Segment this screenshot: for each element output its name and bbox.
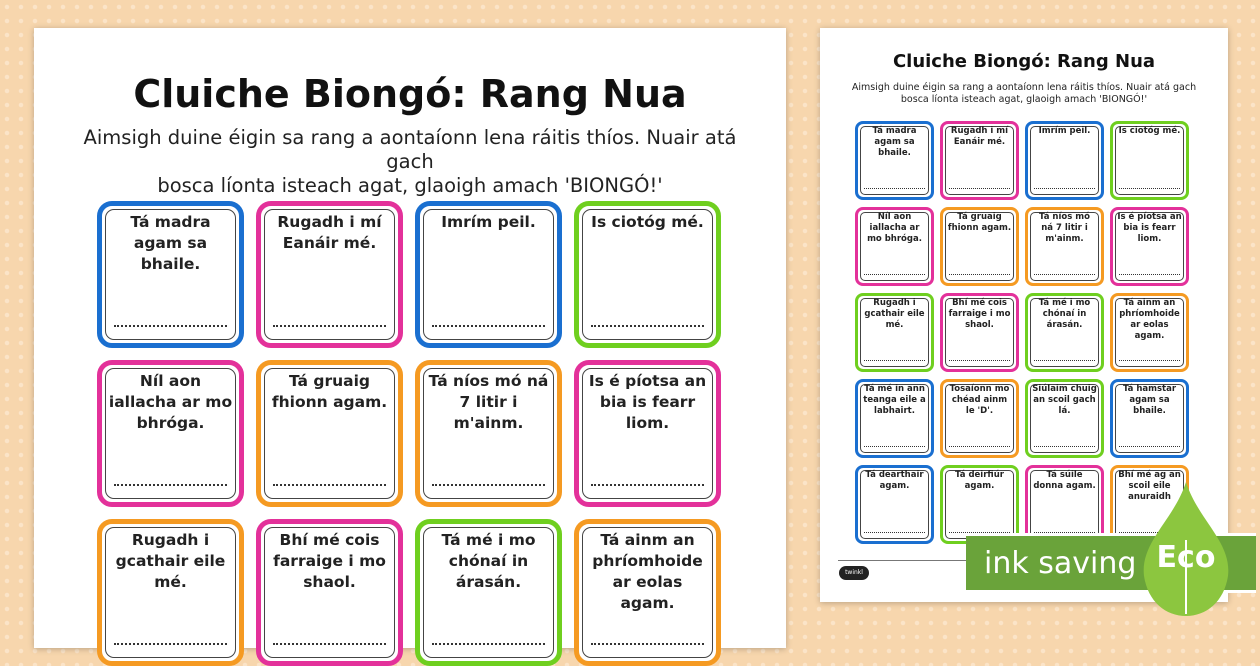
bingo-card-statement: Rugadh i gcathair eile mé. — [864, 298, 925, 330]
bingo-card — [940, 207, 1019, 286]
bingo-card — [855, 207, 934, 286]
name-write-line[interactable] — [114, 484, 227, 486]
name-write-line[interactable] — [949, 360, 1010, 361]
name-write-line[interactable] — [114, 643, 227, 645]
bingo-card — [1110, 293, 1189, 372]
bingo-card — [415, 519, 562, 666]
bingo-card — [574, 519, 721, 666]
bingo-card — [97, 201, 244, 348]
name-write-line[interactable] — [949, 188, 1010, 189]
name-write-line[interactable] — [1034, 446, 1095, 447]
bingo-card-statement: Níl aon iallacha ar mo bhróga. — [867, 212, 922, 244]
preview-title: Cluiche Biongó: Rang Nua — [892, 51, 1156, 72]
worksheet-instructions: Aimsigh duine éigin sa rang a aontaíonn lena ráitis thíos. Nuair atá gach bosca líonta isteach agat, glaoigh amach 'BIONGÓ!' — [83, 126, 737, 197]
bingo-card-statement: Is é píotsa an bia is fearr liom. — [588, 372, 707, 432]
bingo-card-statement: Rugadh i mí Eanáir mé. — [277, 213, 382, 252]
bingo-card — [1110, 379, 1189, 458]
bingo-card-statement: Tá mé i mo chónaí in árasán. — [441, 531, 536, 591]
name-write-line[interactable] — [273, 643, 386, 645]
bingo-card-statement: Is ciotóg mé. — [591, 213, 704, 231]
bingo-card-statement: Tá ainm an phríomhoide ar eolas agam. — [592, 531, 703, 612]
name-write-line[interactable] — [1119, 274, 1180, 275]
bingo-card-statement: Is ciotóg mé. — [1118, 126, 1181, 136]
bingo-card — [1025, 207, 1104, 286]
bingo-card-statement: Tosaíonn mo chéad ainm le 'D'. — [949, 384, 1010, 416]
bingo-card — [256, 360, 403, 507]
bingo-card-statement: Tá gruaig fhionn agam. — [271, 372, 388, 411]
bingo-card — [1025, 121, 1104, 200]
bingo-card-statement: Is é píotsa an bia is fearr liom. — [1117, 212, 1182, 244]
bingo-card-statement: Rugadh i gcathair eile mé. — [115, 531, 226, 591]
bingo-card — [940, 121, 1019, 200]
bingo-card-statement: Imrím peil. — [1038, 126, 1091, 136]
bingo-card-statement: Bhí mé cois farraige i mo shaol. — [273, 531, 386, 591]
bingo-card — [97, 519, 244, 666]
bingo-card — [855, 121, 934, 200]
bingo-card-statement: Tá níos mó ná 7 litir i m'ainm. — [1039, 212, 1090, 244]
bingo-card-statement: Tá madra agam sa bhaile. — [872, 126, 917, 158]
bingo-card — [940, 293, 1019, 372]
bingo-card-statement: Siúlaim chuig an scoil gach lá. — [1032, 384, 1097, 416]
bingo-card-statement: Tá mé i mo chónaí in árasán. — [1038, 298, 1091, 330]
name-write-line[interactable] — [432, 325, 545, 327]
bingo-card — [855, 465, 934, 544]
bingo-card-statement: Imrím peil. — [441, 213, 536, 231]
name-write-line[interactable] — [591, 643, 704, 645]
bingo-card-statement: Bhí mé ag an scoil eile anuraidh — [1118, 470, 1181, 502]
ink-saving-label: ink saving — [984, 546, 1137, 581]
name-write-line[interactable] — [114, 325, 227, 327]
preview-instructions: Aimsigh duine éigin sa rang a aontaíonn lena ráitis thíos. Nuair atá gach bosca líonta isteach agat, glaoigh amach 'BIONGÓ!' — [851, 82, 1197, 105]
bingo-card — [1110, 207, 1189, 286]
name-write-line[interactable] — [432, 643, 545, 645]
name-write-line[interactable] — [864, 446, 925, 447]
name-write-line[interactable] — [864, 532, 925, 533]
name-write-line[interactable] — [949, 274, 1010, 275]
name-write-line[interactable] — [1119, 188, 1180, 189]
name-write-line[interactable] — [1119, 446, 1180, 447]
bingo-card-statement: Tá dearthair agam. — [865, 470, 924, 491]
bingo-card — [1025, 293, 1104, 372]
bingo-card — [256, 201, 403, 348]
bingo-card — [1110, 121, 1189, 200]
bingo-card-statement: Tá mé in ann teanga eile a labhairt. — [863, 384, 926, 416]
name-write-line[interactable] — [1034, 188, 1095, 189]
bingo-card — [574, 201, 721, 348]
bingo-card — [574, 360, 721, 507]
bingo-card-statement: Tá ainm an phríomhoide ar eolas agam. — [1119, 298, 1180, 341]
twinkl-logo-icon: twinkl — [839, 566, 869, 580]
bingo-card — [256, 519, 403, 666]
bingo-card-statement: Tá gruaig fhionn agam. — [947, 212, 1012, 233]
bingo-card — [97, 360, 244, 507]
name-write-line[interactable] — [591, 484, 704, 486]
name-write-line[interactable] — [864, 360, 925, 361]
bingo-card — [415, 360, 562, 507]
bingo-card — [855, 379, 934, 458]
bingo-card — [940, 379, 1019, 458]
name-write-line[interactable] — [432, 484, 545, 486]
bingo-card-statement: Tá madra agam sa bhaile. — [130, 213, 211, 273]
bingo-card-statement: Níl aon iallacha ar mo bhróga. — [108, 372, 233, 432]
name-write-line[interactable] — [864, 274, 925, 275]
name-write-line[interactable] — [864, 188, 925, 189]
eco-label: Eco — [1156, 540, 1216, 575]
name-write-line[interactable] — [273, 484, 386, 486]
name-write-line[interactable] — [273, 325, 386, 327]
bingo-card — [1025, 379, 1104, 458]
name-write-line[interactable] — [949, 446, 1010, 447]
bingo-card-statement: Rugadh i mí Eanáir mé. — [950, 126, 1009, 147]
bingo-card-statement: Bhí mé cois farraige i mo shaol. — [948, 298, 1011, 330]
bingo-card-statement: Tá hamstar agam sa bhaile. — [1122, 384, 1177, 416]
worksheet-large — [34, 28, 786, 648]
bingo-card-statement: Tá súile donna agam. — [1033, 470, 1096, 491]
bingo-card — [415, 201, 562, 348]
bingo-card-statement: Tá deirfiúr agam. — [955, 470, 1004, 491]
name-write-line[interactable] — [1034, 360, 1095, 361]
worksheet-title: Cluiche Biongó: Rang Nua — [133, 72, 687, 116]
name-write-line[interactable] — [1119, 360, 1180, 361]
bingo-card-statement: Tá níos mó ná 7 litir i m'ainm. — [428, 372, 549, 432]
name-write-line[interactable] — [591, 325, 704, 327]
bingo-card — [855, 293, 934, 372]
name-write-line[interactable] — [1034, 274, 1095, 275]
